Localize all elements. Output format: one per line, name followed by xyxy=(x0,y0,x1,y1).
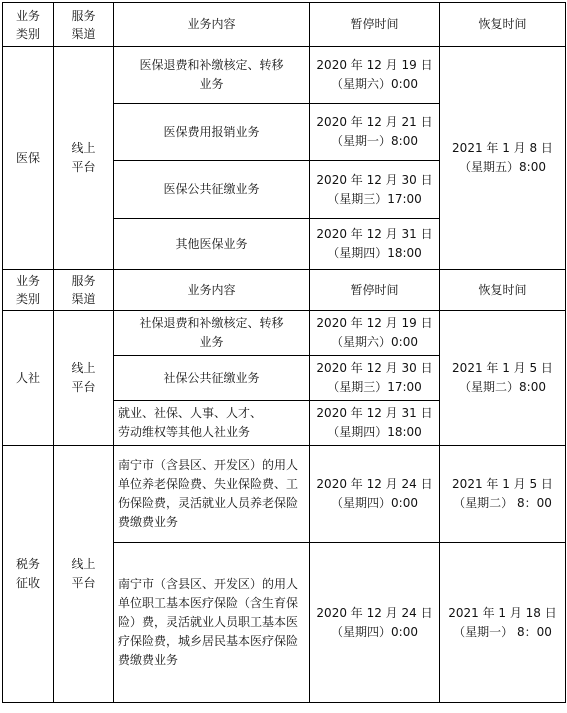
pause-time-cell: 2020 年 12 月 31 日 （星期四）18:00 xyxy=(310,401,440,446)
service-suspension-table xyxy=(2,2,566,703)
content-cell: 南宁市（含县区、开发区）的用人单位职工基本医疗保险（含生育保险）费，灵活就业人员职工基本医疗保险费，城乡居民基本医疗保险费缴费业务 xyxy=(114,543,310,703)
pause-time-cell: 2020 年 12 月 21 日 （星期一）8:00 xyxy=(310,104,440,161)
resume-time-cell: 2021 年 1 月 5 日 （星期二） 8：00 xyxy=(440,446,566,543)
resume-time-cell: 2021 年 1 月 8 日 （星期五）8:00 xyxy=(440,47,566,270)
header-pause-time: 暂停时间 xyxy=(310,3,440,47)
pause-time-cell: 2020 年 12 月 31 日 （星期四）18:00 xyxy=(310,219,440,270)
resume-time-cell: 2021 年 1 月 5 日 （星期二）8:00 xyxy=(440,311,566,446)
header-pause-time: 暂停时间 xyxy=(310,270,440,311)
pause-time-cell: 2020 年 12 月 30 日 （星期三）17:00 xyxy=(310,161,440,219)
content-cell: 其他医保业务 xyxy=(114,219,310,270)
header-channel: 服务 渠道 xyxy=(54,270,114,311)
content-cell: 就业、社保、人事、人才、 劳动维权等其他人社业务 xyxy=(114,401,310,446)
pause-time-cell: 2020 年 12 月 19 日 （星期六）0:00 xyxy=(310,47,440,104)
pause-time-cell: 2020 年 12 月 19 日 （星期六）0:00 xyxy=(310,311,440,356)
category-cell-social: 人社 xyxy=(3,311,54,446)
pause-time-cell: 2020 年 12 月 24 日 （星期四）0:00 xyxy=(310,446,440,543)
header-resume-time: 恢复时间 xyxy=(440,270,566,311)
channel-cell-medical: 线上 平台 xyxy=(54,47,114,270)
content-cell: 社保公共征缴业务 xyxy=(114,356,310,401)
header-content: 业务内容 xyxy=(114,270,310,311)
channel-cell-tax: 线上 平台 xyxy=(54,446,114,703)
table-header-row xyxy=(3,3,566,47)
content-cell: 社保退费和补缴核定、转移 业务 xyxy=(114,311,310,356)
content-cell: 医保退费和补缴核定、转移 业务 xyxy=(114,47,310,104)
table-row xyxy=(3,446,566,543)
pause-time-cell: 2020 年 12 月 24 日 （星期四）0:00 xyxy=(310,543,440,703)
category-cell-tax: 税务 征收 xyxy=(3,446,54,703)
category-cell-medical: 医保 xyxy=(3,47,54,270)
content-cell: 医保费用报销业务 xyxy=(114,104,310,161)
header-content: 业务内容 xyxy=(114,3,310,47)
table-row xyxy=(3,311,566,356)
content-cell: 医保公共征缴业务 xyxy=(114,161,310,219)
table-row xyxy=(3,47,566,104)
table-header-row xyxy=(3,270,566,311)
header-resume-time: 恢复时间 xyxy=(440,3,566,47)
content-cell: 南宁市（含县区、开发区）的用人单位养老保险费、失业保险费、工伤保险费，灵活就业人员养老保险费缴费业务 xyxy=(114,446,310,543)
resume-time-cell: 2021 年 1 月 18 日 （星期一） 8：00 xyxy=(440,543,566,703)
header-category: 业务 类别 xyxy=(3,3,54,47)
pause-time-cell: 2020 年 12 月 30 日 （星期三）17:00 xyxy=(310,356,440,401)
header-channel: 服务 渠道 xyxy=(54,3,114,47)
header-category: 业务 类别 xyxy=(3,270,54,311)
channel-cell-social: 线上 平台 xyxy=(54,311,114,446)
